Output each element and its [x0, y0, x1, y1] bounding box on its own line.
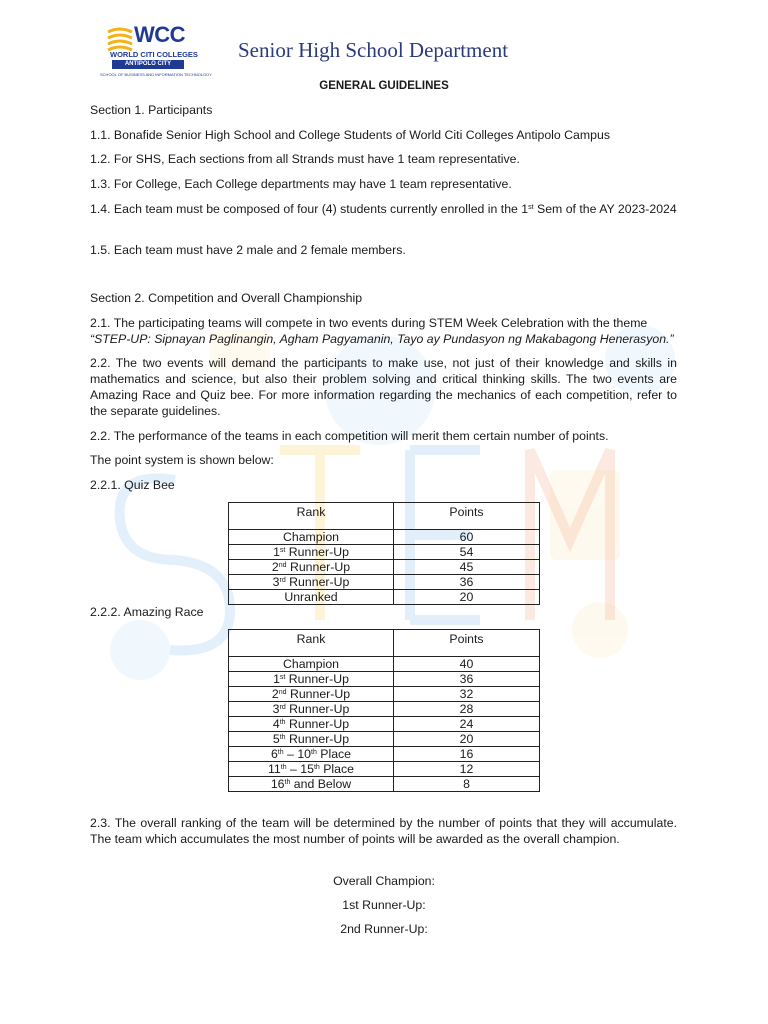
points-cell: 60: [394, 530, 540, 545]
amazing-race-points-table: [228, 629, 540, 792]
overall-champion-label: Overall Champion:: [333, 874, 435, 888]
table-row: [229, 530, 540, 545]
rank-cell: 5th Runner-Up: [229, 732, 394, 747]
logo-city: ANTIPOLO CITY: [112, 60, 184, 69]
points-cell: 20: [394, 590, 540, 605]
table-row: [229, 545, 540, 560]
points-cell: 12: [394, 762, 540, 777]
section1-item-4: 1.4. Each team must be composed of four (4) students currently enrolled in the 1st Sem of the AY 2023-2024: [90, 202, 677, 216]
rank-cell: 6th – 10th Place: [229, 747, 394, 762]
table-row: [229, 702, 540, 717]
paragraph-2-3: 2.3. The overall ranking of the team will be determined by the number of points that they will accumulate. The team which accumulates the most number of points will be awarded as the overall champion.: [90, 816, 677, 846]
rank-header: Rank: [229, 630, 394, 657]
logo-swoosh-icon: [106, 26, 134, 52]
points-cell: 20: [394, 732, 540, 747]
points-cell: 45: [394, 560, 540, 575]
table-row: [229, 732, 540, 747]
table-row: [229, 747, 540, 762]
table-row: [229, 672, 540, 687]
rank-cell: 11th – 15th Place: [229, 762, 394, 777]
table-row: [229, 717, 540, 732]
points-header: Points: [394, 630, 540, 657]
table-row: [229, 575, 540, 590]
section2-heading: Section 2. Competition and Overall Championship: [90, 291, 363, 305]
rank-header: Rank: [229, 503, 394, 530]
points-cell: 32: [394, 687, 540, 702]
section1-item-5: 1.5. Each team must have 2 male and 2 female members.: [90, 243, 406, 257]
points-cell: 40: [394, 657, 540, 672]
theme-quote: “STEP-UP: Sipnayan Paglinangin, Agham Pagyamanin, Tayo ay Pundasyon ng Makabagong Henerasyon.”: [90, 332, 674, 346]
table-row: [229, 687, 540, 702]
section1-item-1: 1.1. Bonafide Senior High School and College Students of World Citi Colleges Antipolo Campus: [90, 128, 610, 142]
second-runner-up-label: 2nd Runner-Up:: [340, 922, 428, 936]
section1-item-2: 1.2. For SHS, Each sections from all Strands must have 1 team representative.: [90, 152, 520, 166]
quiz-bee-points-table: [228, 502, 540, 605]
rank-cell: Unranked: [229, 590, 394, 605]
table-row: [229, 762, 540, 777]
points-header: Points: [394, 503, 540, 530]
rank-cell: 4th Runner-Up: [229, 717, 394, 732]
table-header-row: [229, 503, 540, 530]
points-cell: 24: [394, 717, 540, 732]
rank-cell: 16th and Below: [229, 777, 394, 792]
points-cell: 28: [394, 702, 540, 717]
rank-cell: 3rd Runner-Up: [229, 702, 394, 717]
points-cell: 36: [394, 575, 540, 590]
section1-heading: Section 1. Participants: [90, 103, 213, 117]
table-row: [229, 777, 540, 792]
amazing-race-heading: 2.2.2. Amazing Race: [90, 605, 204, 619]
rank-cell: 1st Runner-Up: [229, 545, 394, 560]
rank-cell: 3rd Runner-Up: [229, 575, 394, 590]
rank-cell: Champion: [229, 657, 394, 672]
rank-cell: Champion: [229, 530, 394, 545]
logo-name: WORLD CITI COLLEGES: [110, 50, 198, 59]
table-header-row: [229, 630, 540, 657]
quiz-bee-heading: 2.2.1. Quiz Bee: [90, 478, 175, 492]
first-runner-up-label: 1st Runner-Up:: [342, 898, 426, 912]
rank-cell: 1st Runner-Up: [229, 672, 394, 687]
rank-cell: 2nd Runner-Up: [229, 560, 394, 575]
section1-item-3: 1.3. For College, Each College departments may have 1 team representative.: [90, 177, 512, 191]
points-cell: 16: [394, 747, 540, 762]
paragraph-2-2: 2.2. The two events will demand the participants to make use, not just of their knowledge and skills in mathematics and science, but also their problem solving and critical thinking skills. The two events are Amazing Race and Quiz bee. For more information regarding the mechanics of each competition, refer to the separate guidelines.: [90, 356, 677, 418]
school-logo: [100, 22, 212, 78]
department-title: Senior High School Department: [238, 38, 509, 62]
rank-cell: 2nd Runner-Up: [229, 687, 394, 702]
points-cell: 54: [394, 545, 540, 560]
logo-abbr: WCC: [134, 22, 186, 47]
point-system-label: The point system is shown below:: [90, 453, 274, 467]
table-row: [229, 590, 540, 605]
table-row: [229, 657, 540, 672]
points-cell: 36: [394, 672, 540, 687]
paragraph-2-2-points: 2.2. The performance of the teams in each competition will merit them certain number of points.: [90, 429, 609, 443]
table-row: [229, 560, 540, 575]
paragraph-2-1: 2.1. The participating teams will compete in two events during STEM Week Celebration with the theme “STEP-UP: Sipnayan Paglinangin, Agham Pagyamanin, Tayo ay Pundasyon ng Makabagong Henerasyon.”: [90, 316, 674, 346]
page-title: GENERAL GUIDELINES: [319, 80, 449, 92]
points-cell: 8: [394, 777, 540, 792]
logo-subtitle: SCHOOL OF BUSINESS AND INFORMATION TECHNOLOGY: [100, 72, 212, 77]
